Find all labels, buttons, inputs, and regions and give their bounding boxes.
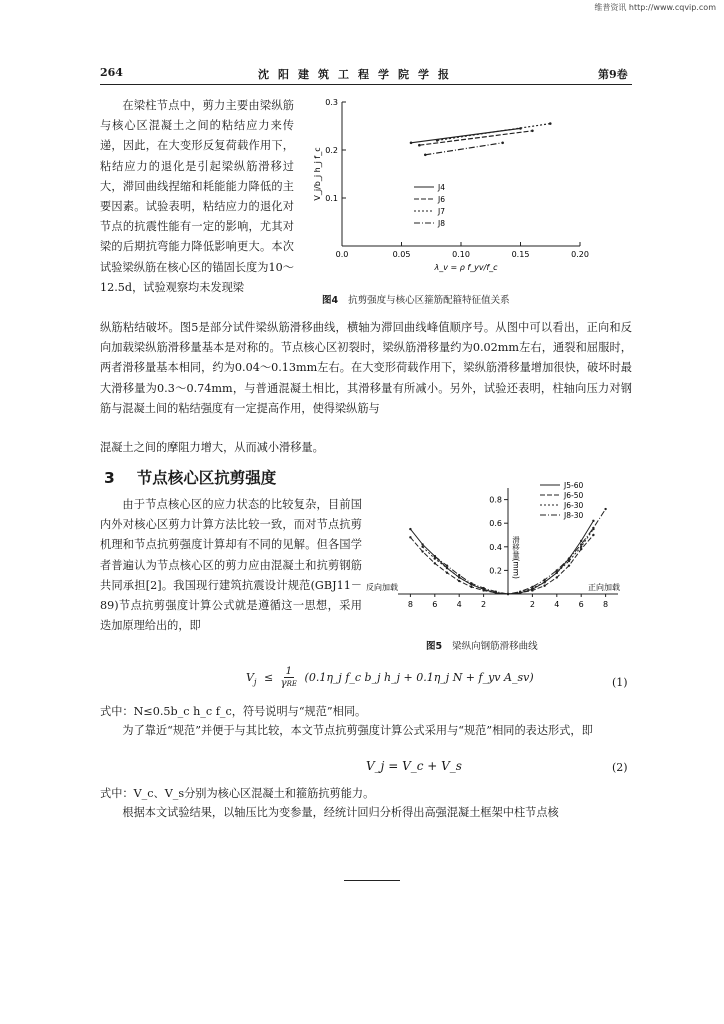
fig4-legend-label: J4 [438,183,445,192]
fig4-ytick-label: 0.1 [325,194,338,203]
fig4-legend-label: J7 [438,207,445,216]
fig4-xlabel: λ_v = ρ f_yv/f_c [434,263,498,272]
fig5-point [568,564,570,566]
fig4-point [501,142,504,145]
fig5-point [446,567,448,569]
fig5-xtick-label: 8 [603,600,609,609]
header-page-number: 264 [100,66,123,79]
fig5-point [556,572,558,574]
header-journal-title: 沈阳建筑工程学院学报 [258,68,458,81]
fig5-point [580,546,582,548]
fig5-point [458,580,460,582]
fig5-point [409,528,411,530]
fig5-legend [540,481,583,520]
figure-4-caption [322,292,510,306]
section-title: 节点核心区抗剪强度 [136,469,277,487]
fig4-legend [414,183,445,228]
fig4-ytick-label: 0.2 [325,146,338,155]
fig5-point [458,574,460,576]
paragraph-4: 为了靠近“规范”并便于与其比较，本文节点抗剪强度计算公式采用与“规范”相同的表达形式，即 [122,724,593,737]
fig5-xtick-label: 6 [578,600,584,609]
fig5-ytick-label: 0.2 [489,566,502,576]
fig5-point [446,564,448,566]
fig5-right-label: 正向加载 [588,583,620,592]
fig5-point [507,593,509,595]
fig4-point [531,130,534,133]
paragraph-1: 在梁柱节点中，剪力主要由梁纵筋与核心区混凝土之间的粘结应力来传递，因此，在大变形反复荷载作用下，粘结应力的退化是引起梁纵筋滑移过大，滞回曲线捏缩和耗能能力降低的主要因素。试验表明，粘结应力的退化对节点的抗震性能有一定的影响，尤其对梁的后期抗弯能力降低影响更大。本次试验梁纵筋在核心区的锚固长度为10～12.5d，试验观察均未发现梁 [100,99,294,294]
fig5-left-label: 反向加载 [366,583,398,592]
fig5-point [458,576,460,578]
fig5-point [421,546,423,548]
figure-5-label: 图5 [426,641,443,652]
fig4-xtick-label: 0.20 [571,250,589,259]
paragraph-6: 根据本文试验结果，以轴压比为变参量，经统计回归分析得出高强混凝土框架中柱节点核 [122,806,559,819]
fig5-xtick-label: 2 [481,600,487,609]
figure-5-chart [362,478,634,628]
fig5-series-j5-60 [410,521,593,594]
paragraph-2-tail: 混凝土之间的摩阻力增大，从而减小滑移量。 [100,441,324,454]
fig5-point [568,557,570,559]
fig4-point [436,139,439,142]
fig5-ytick-label: 0.6 [489,519,502,529]
fig4-xtick-label: 0.15 [511,250,530,259]
figure-4-label: 图4 [322,295,339,306]
fig4-point [418,144,421,147]
fig5-point [446,572,448,574]
fig5-ytick-label: 0.8 [489,495,502,505]
fig5-ylabel: 滑移量(mm) [511,536,521,579]
fig5-point [421,550,423,552]
fig4-series-j6 [419,131,532,145]
fig5-legend-label: J8-30 [564,511,584,520]
fig4-point [410,142,413,145]
paragraph-3: 由于节点核心区的应力状态的比较复杂，目前国内外对核心区剪力计算方法比较一致，而对节点抗剪机理和节点抗剪强度计算却有不同的见解。但各国学者普遍认为节点核心区的剪力应由混凝土和抗剪钢筋共同承担[2]。我国现行建筑抗震设计规范(GBJ11－89)节点抗剪强度计算公式就是遵循这一思想，采用迭加原理给出的，即 [100,498,362,633]
fig5-point [409,536,411,538]
eq1-rhs: (0.1η_j f_c b_j h_j + 0.1η_j N + f_yv A_sv) [304,671,534,684]
fig5-point [556,576,558,578]
watermark: 维普资讯 http://www.cqvip.com [594,3,716,12]
fig5-point [434,562,436,564]
fig5-point [495,590,497,592]
fig5-legend-label: J6-50 [564,491,584,500]
equation-1: $V_j$ ≤ 1 γRE (0.1η_j f_c b_j h_j + 0.1η_j N + f_yv A_sv) [246,666,534,689]
fig5-point [434,557,436,559]
figure-4-chart [306,96,632,286]
fig4-xtick-label: 0.10 [452,250,470,259]
header-rule [100,84,632,85]
fig4-point [424,154,427,157]
fig5-point [592,527,594,529]
fig5-point [531,586,533,588]
equation-1-number: (1) [612,676,628,689]
fig5-point [434,555,436,557]
fig4-series-j7 [437,124,550,141]
equation-1-note: 式中：N≤0.5b_c h_c f_c，符号说明与“规范”相同。 [100,705,367,718]
paragraph-2: 纵筋粘结破坏。图5是部分试件梁纵筋滑移曲线，横轴为滞回曲线峰值顺序号。从图中可以看出，正向和反向加载梁纵筋滑移量基本是对称的。节点核心区初裂时，梁纵筋滑移量约为0.02mm左右，通裂和屈服时，两者滑移量基本相同，约为0.04～0.13mm左右。在大变形荷载作用下，梁纵筋滑移量增加很快，破坏时最大滑移量为0.3～0.74mm，与普通混凝土相比，其滑移量有所减小。另外，试验还表明，柱轴向压力对钢筋与混凝土间的粘结强度有一定提高作用，使得梁纵筋与 [100,321,632,415]
fig5-point [543,579,545,581]
fig5-point [543,581,545,583]
fig5-point [543,585,545,587]
fig4-point [549,122,552,125]
equation-2-number: (2) [612,761,628,774]
fig4-ylabel: V_j/b_j h_j f_c [313,147,322,201]
fig4-xtick-label: 0.0 [335,250,349,259]
fig4-legend-label: J8 [438,219,445,228]
fig5-xtick-label: 4 [456,600,462,609]
fig4-axes [342,102,580,246]
fig5-point [580,540,582,542]
fig4-series [410,122,552,156]
fig5-point [531,589,533,591]
figure-5-caption [426,638,538,652]
header-volume: 第9卷 [598,68,628,81]
fig4-ticks [325,98,589,259]
fig5-point [604,508,606,510]
fig5-point [580,543,582,545]
fig4-legend-label: J6 [438,195,445,204]
section-heading [104,466,276,488]
fig5-xtick-label: 6 [432,600,438,609]
fig5-point [556,569,558,571]
fig5-point [568,560,570,562]
figure-5-title: 梁纵向钢筋滑移曲线 [452,641,538,652]
fig5-point [470,582,472,584]
fig5-point [421,543,423,545]
footer-rule [344,880,400,881]
paragraph-5: 式中：V_c、V_s分别为核心区混凝土和箍筋抗剪能力。 [100,787,375,800]
fig5-point [592,534,594,536]
section-number: 3 [104,469,115,487]
fig5-xtick-label: 4 [554,600,560,609]
fig5-legend-label: J6-30 [564,501,584,510]
equation-2: V_j = V_c + V_s [366,759,462,773]
fig4-ytick-label: 0.3 [325,98,338,107]
fig5-legend-label: J5-60 [564,481,584,490]
fig5-xtick-label: 8 [407,600,413,609]
fig5-point [592,520,594,522]
fig5-point [519,590,521,592]
fig5-point [482,587,484,589]
fig5-xtick-label: 2 [529,600,535,609]
fig5-point [470,586,472,588]
eq1-lhs: V [246,671,254,684]
fig4-series-j8 [425,143,502,155]
fig5-ytick-label: 0.4 [489,542,502,552]
figure-4-title: 抗剪强度与核心区箍筋配箍特征值关系 [348,295,510,306]
fig4-xtick-label: 0.05 [392,250,411,259]
